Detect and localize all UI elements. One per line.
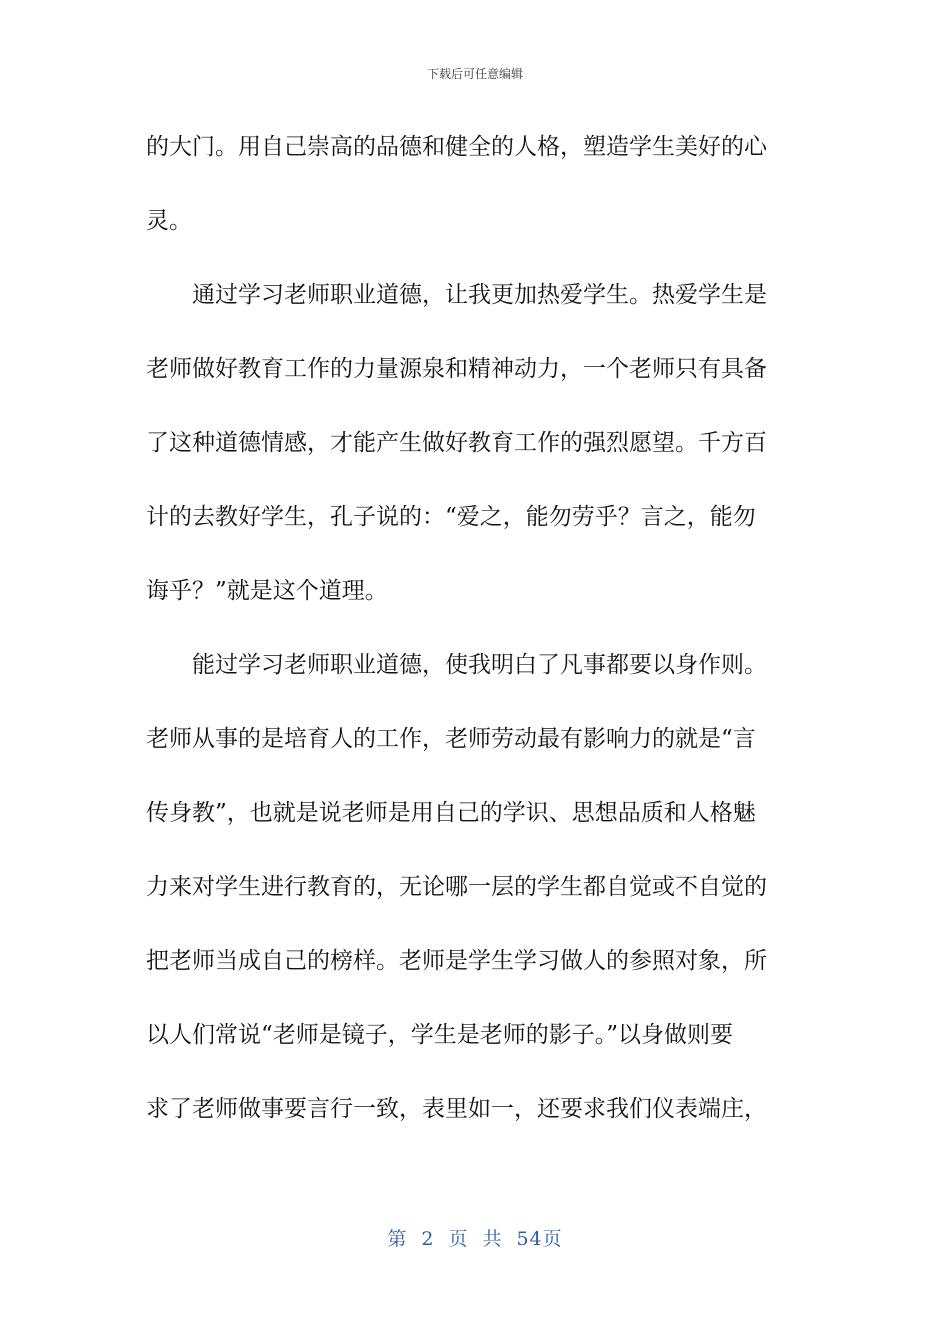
footer-prefix: 第 [387, 1228, 408, 1250]
text-line: 老师做好教育工作的力量源泉和精神动力，一个老师只有具备 [146, 356, 767, 382]
document-body [146, 110, 790, 1146]
header-text: 下载后可任意编辑 [426, 67, 523, 81]
text-line: 力来对学生进行教育的，无论哪一层的学生都自觉或不自觉的 [146, 874, 767, 900]
text-line: 了这种道德情感，才能产生做好教育工作的强烈愿望。千方百 [146, 430, 767, 456]
text-line: 传身教”，也就是说老师是用自己的学识、思想品质和人格魅 [146, 800, 756, 826]
text-line: 灵。 [146, 208, 192, 234]
footer-total-pages: 54页 [516, 1228, 563, 1250]
page-footer [0, 1226, 950, 1252]
text-line: 求了老师做事要言行一致，表里如一，还要求我们仪表端庄， [146, 1096, 767, 1122]
footer-page-number: 2 [421, 1228, 435, 1250]
text-line: 诲乎？”就是这个道理。 [146, 578, 388, 604]
text-line: 把老师当成自己的榜样。老师是学生学习做人的参照对象，所 [146, 948, 767, 974]
text-line: 以人们常说“老师是镜子，学生是老师的影子。”以身做则要 [146, 1022, 734, 1048]
page-header [0, 66, 950, 82]
text-line: 老师从事的是培育人的工作，老师劳动最有影响力的就是“言 [146, 726, 756, 752]
text-line: 计的去教好学生，孔子说的：“爱之，能勿劳乎？言之，能勿 [146, 504, 756, 530]
footer-total-prefix: 共 [482, 1228, 503, 1250]
text-line: 通过学习老师职业道德，让我更加热爱学生。热爱学生是 [146, 282, 767, 308]
footer-page-label: 页 [448, 1228, 469, 1250]
text-line: 的大门。用自己崇高的品德和健全的人格，塑造学生美好的心 [146, 134, 767, 160]
text-line: 能过学习老师职业道德，使我明白了凡事都要以身作则。 [146, 652, 767, 678]
